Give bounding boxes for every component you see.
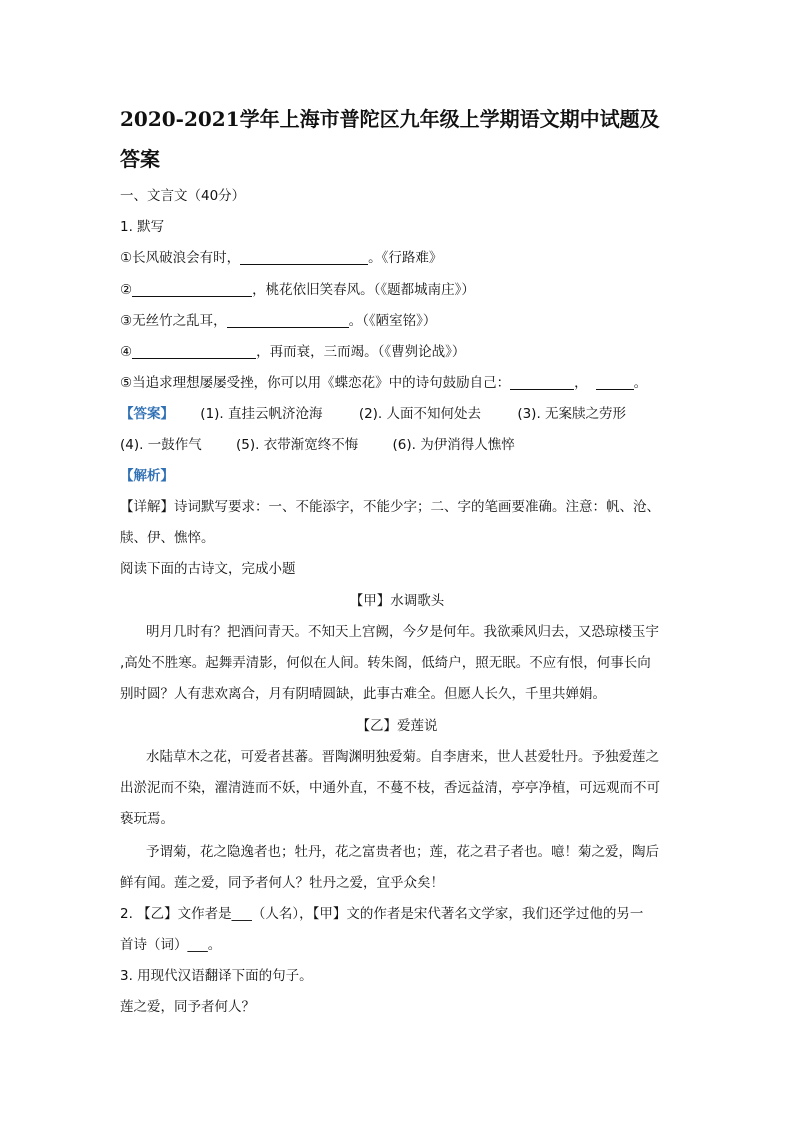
answer-blank	[227, 313, 349, 328]
item-text: ②	[120, 282, 133, 298]
answer-blank	[240, 250, 368, 265]
passage-jia-line: 别时圆？人有悲欢离合，月有阴晴圆缺，此事古难全。但愿人长久，千里共婵娟。	[120, 686, 606, 702]
item-text: ⑤当追求理想屡屡受挫，你可以用《蝶恋花》中的诗句鼓励自己：	[120, 375, 511, 391]
recitation-item-2	[120, 280, 475, 300]
passage-jia-title: 【甲】水调歌头	[349, 593, 445, 609]
recitation-item-5	[120, 373, 647, 393]
recitation-item-3	[120, 311, 436, 331]
item-text: 。《行路难》	[368, 250, 443, 266]
answer-blank	[132, 344, 256, 359]
passage-yi-line: 亵玩焉。	[120, 811, 174, 827]
detail-line-1: 【详解】诗词默写要求：一、不能添字，不能少字；二、字的笔画要准确。注意：帆、沧、	[120, 499, 660, 515]
recitation-item-4	[120, 342, 465, 362]
doc-title-line-1: 2020-2021学年上海市普陀区九年级上学期语文期中试题及	[120, 107, 660, 131]
item-text: ，再而衰，三而竭。（《曹刿论战》）	[256, 344, 466, 360]
answer-item: (4). 一鼓作气	[120, 437, 202, 453]
answer-label: 【答案】	[120, 406, 174, 422]
question-3-sentence: 莲之爱，同予者何人？	[120, 999, 255, 1015]
section-heading: 一、文言文（40分）	[120, 188, 246, 204]
passage-yi-line: 予谓菊，花之隐逸者也；牡丹，花之富贵者也；莲，花之君子者也。噫！菊之爱，陶后	[146, 844, 659, 860]
passage-yi-title: 【乙】爱莲说	[356, 718, 438, 734]
item-text: ①长风破浪会有时，	[120, 250, 241, 266]
item-text: 。（《陋室铭》）	[348, 313, 437, 329]
item-text: ④	[120, 344, 133, 360]
passage-jia-line: 明月几时有？把酒问青天。不知天上宫阙，今夕是何年。我欲乘风归去，又恐琼楼玉宇	[146, 624, 659, 640]
answer-item: (5). 衣带渐宽终不悔	[236, 437, 359, 453]
answer-item: (3). 无案牍之劳形	[517, 406, 627, 422]
passage-jia-line: ,高处不胜寒。起舞弄清影，何似在人间。转朱阁，低绮户，照无眠。不应有恨，何事长向	[120, 655, 651, 671]
detail-line-2: 牍、伊、憔悴。	[120, 530, 215, 546]
answer-line-2	[120, 435, 515, 455]
analysis-label: 【解析】	[120, 468, 174, 484]
question-2-line-1: 2. 【乙】文作者是___（人名），【甲】文的作者是宋代著名文学家，我们还学过他的另一	[120, 906, 644, 922]
answer-item: (2). 人面不知何处去	[358, 406, 482, 422]
item-text: ，	[574, 375, 588, 391]
item-text: ③无丝竹之乱耳，	[120, 313, 227, 329]
passage-yi-line: 水陆草木之花，可爱者甚蕃。晋陶渊明独爱菊。自李唐来，世人甚爱牡丹。予独爱莲之	[146, 749, 659, 765]
reading-instruction: 阅读下面的古诗文，完成小题	[120, 561, 296, 577]
answer-item: (6). 为伊消得人憔悴	[392, 437, 515, 453]
answer-item: (1). 直挂云帆济沧海	[200, 406, 323, 422]
passage-yi-line: 鲜有闻。莲之爱，同予者何人？牡丹之爱，宜乎众矣！	[120, 875, 444, 891]
answer-line-1	[120, 404, 626, 424]
answer-blank	[132, 282, 252, 297]
question-1-label: 1. 默写	[120, 219, 165, 235]
answer-blank	[596, 375, 634, 390]
recitation-item-1	[120, 248, 442, 268]
question-3-prompt: 3. 用现代汉语翻译下面的句子。	[120, 968, 313, 984]
doc-title-line-2: 答案	[120, 147, 160, 171]
question-2-line-2: 首诗（词）___。	[120, 937, 222, 953]
item-text: ，桃花依旧笑春风。（《题都城南庄》）	[252, 282, 475, 298]
answer-blank	[510, 375, 574, 390]
item-text: 。	[633, 375, 648, 391]
passage-yi-line: 出淤泥而不染，濯清涟而不妖，中通外直，不蔓不枝，香远益清，亭亭净植，可远观而不可	[120, 780, 660, 796]
